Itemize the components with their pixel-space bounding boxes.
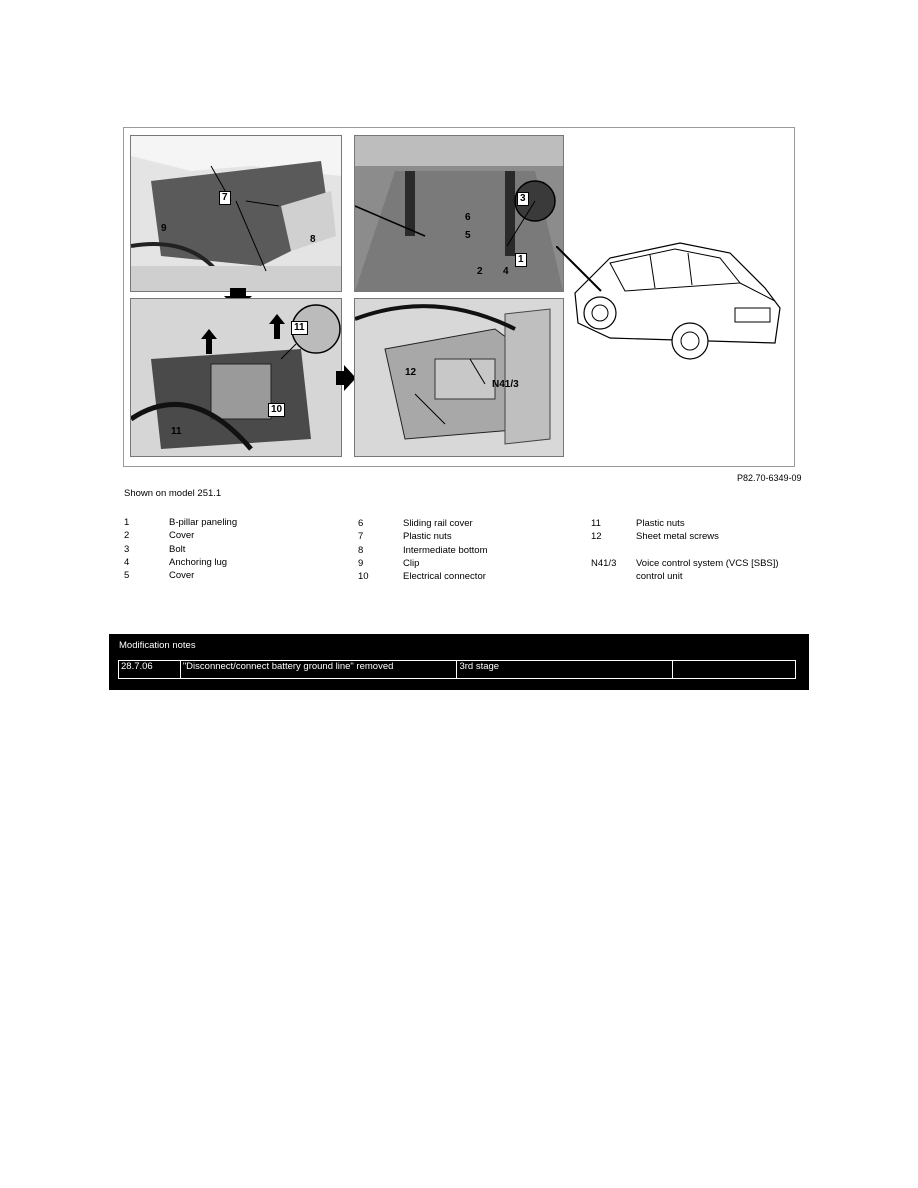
callout-11-upper: 11	[291, 321, 308, 335]
legend-row	[358, 570, 573, 583]
modification-notes-title: Modification notes	[119, 640, 196, 651]
legend-column-2	[358, 517, 573, 583]
modification-notes	[109, 634, 809, 690]
leader-line-drawing	[556, 246, 606, 296]
legend-text: Cover	[169, 570, 195, 582]
legend-num: 6	[358, 518, 364, 529]
callout-10: 10	[268, 403, 285, 417]
callout-2: 2	[477, 266, 483, 277]
photo-control-unit-drawing	[355, 299, 563, 456]
figure-code: P82.70-6349-09	[737, 473, 802, 483]
legend-text: Sheet metal screws	[636, 531, 719, 543]
legend-row	[358, 530, 573, 543]
photo-sliding-rail	[354, 135, 564, 292]
callout-12: 12	[405, 367, 417, 378]
leader-line-car	[556, 246, 606, 296]
legend-row	[124, 556, 339, 569]
legend-row	[591, 530, 806, 543]
note-description: "Disconnect/connect battery ground line" removed	[180, 661, 457, 679]
table-row	[119, 661, 796, 679]
figure-caption: Shown on model 251.1	[124, 488, 222, 499]
legend-num: 10	[358, 571, 369, 583]
legend-row	[124, 529, 339, 542]
legend-num: 1	[124, 517, 130, 528]
note-date: 28.7.06	[119, 661, 181, 679]
photo-connector-drawing	[131, 299, 341, 456]
legend-text: Bolt	[169, 543, 186, 555]
callout-9: 9	[161, 223, 167, 234]
photo-intermediate-bottom-drawing	[131, 136, 341, 291]
photo-sliding-rail-drawing	[355, 136, 563, 291]
legend-text: Electrical connector	[403, 571, 486, 583]
legend-row	[358, 544, 573, 557]
arrow-right-icon	[336, 365, 356, 391]
legend-num: 8	[358, 544, 364, 556]
legend-num: 5	[124, 570, 130, 582]
legend-num: 3	[124, 543, 130, 555]
legend-row	[591, 517, 806, 530]
legend-num: 11	[591, 518, 601, 529]
legend-column-1	[124, 516, 339, 582]
legend-num: 4	[124, 556, 130, 568]
callout-1: 1	[515, 253, 527, 267]
legend-row	[124, 516, 339, 529]
legend-text: Plastic nuts	[636, 518, 685, 529]
arrow-right-drawing	[336, 365, 356, 391]
modification-notes-table	[118, 660, 796, 679]
photo-control-unit	[354, 298, 564, 457]
photo-intermediate-bottom	[130, 135, 342, 292]
legend-column-3	[591, 517, 806, 583]
callout-6: 6	[465, 212, 471, 223]
legend-text: Voice control system (VCS [SBS]) control unit	[636, 557, 779, 582]
callout-n41-3: N41/3	[492, 379, 519, 390]
legend-num: 12	[591, 531, 602, 543]
callout-4: 4	[503, 266, 509, 277]
legend-num: 2	[124, 530, 130, 542]
note-stage: 3rd stage	[457, 661, 673, 679]
figure-frame	[123, 127, 795, 467]
legend-num: 7	[358, 531, 364, 543]
legend-row	[591, 557, 806, 584]
legend-num: N41/3	[591, 557, 617, 569]
legend-row	[358, 557, 573, 570]
callout-5: 5	[465, 230, 471, 241]
legend-text: Anchoring lug	[169, 556, 228, 568]
legend-text: Cover	[169, 530, 195, 542]
legend-text: Plastic nuts	[403, 531, 452, 543]
legend-text: Sliding rail cover	[403, 518, 473, 529]
callout-11-lower: 11	[171, 426, 182, 437]
callout-8: 8	[310, 234, 316, 245]
legend-row	[124, 543, 339, 556]
legend-text: Intermediate bottom	[403, 544, 488, 556]
legend-text: B-pillar paneling	[169, 517, 238, 528]
callout-3: 3	[517, 192, 529, 206]
legend-row	[124, 569, 339, 582]
callout-7: 7	[219, 191, 231, 205]
legend-row	[358, 517, 573, 530]
legend-num: 9	[358, 557, 364, 569]
legend-text: Clip	[403, 557, 420, 569]
photo-connector	[130, 298, 342, 457]
note-extra	[673, 661, 796, 679]
